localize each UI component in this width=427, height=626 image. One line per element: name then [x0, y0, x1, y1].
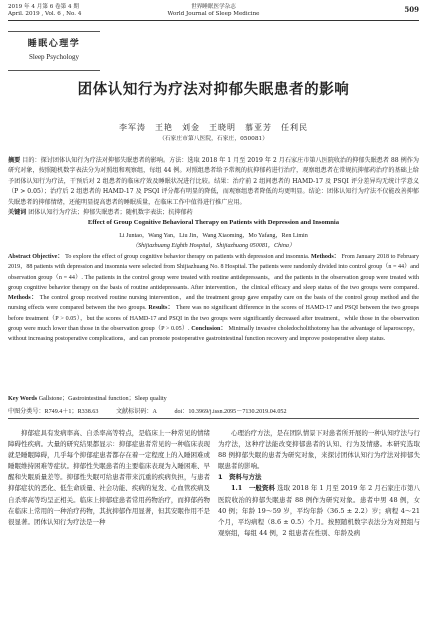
methods2-text: The control group received routine nursing intervention，and the treatment group gave empathy care on the basis of the control group method and the nursing effects were compared between the two groups.: [8, 295, 420, 312]
authors-cn: 李军涛 王艳 刘金 王晓明 慕亚芳 任利民: [119, 123, 308, 132]
journal-name-en: World Journal of Sleep Medicine: [167, 11, 260, 17]
abstract-cn-body: [8, 156, 419, 208]
issue-info-en: April. 2019 , Vol. 6 , No. 4: [8, 11, 82, 17]
affiliation-cn: （石家庄市第八医院，石家庄，050081）: [158, 136, 269, 142]
subsection-text: 选取 2018 年 1 月至 2019 年 2 月石家庄市第八医院收治的抑郁失眠患者 88 例作为研究对象。患者中男 48 例，女 40 例；年龄 19～59 岁，平均年龄（36.5 ± 2.2）岁；病程 4～21 个月，平均病程（8.6 ± 0.5）个月。按照随机数字表法分为对照组与观察组，每组 44 例，2 组患者在性别、年龄及病: [218, 484, 420, 537]
issue-info-cn: 2019 年 4 月第 6 卷第 4 期: [8, 4, 79, 10]
classification-line: [8, 406, 419, 415]
body-column-right: [218, 428, 420, 539]
abstract-cn-label: 摘要: [8, 157, 21, 164]
journal-name-cn: 世界睡眠医学杂志: [191, 4, 236, 10]
affiliation-en: （Shijiazhuang Eighth Hospital，Shijiazhuang 050081，China）: [131, 243, 296, 249]
section-heading: 1 资料与方法: [218, 473, 262, 482]
header-divider: [8, 20, 419, 21]
methods-text: From January 2018 to February 2019，88 patients with depression and insomnia were selected from Shijiazhuang No. 8 Hospital. The patients were randomly divided into control group（n = 44）and observation group（n = 44）. The patients in the control group were treated with routine antidepressants，and the patients in the observation group were treated with group cognitive behavior therapy on the basis of routine antidepressants. After intervention，the clinical efficacy and sleep status of the two groups were compared.: [8, 254, 420, 291]
methods2-label: Methods：: [8, 295, 38, 302]
objective-label: Objective：: [32, 254, 64, 260]
document-code: 文献标识码：A: [115, 409, 157, 415]
keywords-cn-label: 关键词: [8, 209, 27, 217]
methods-label: Methods：: [311, 254, 340, 260]
keywords-en-text: Gallstone；Gastrointestinal function；Sleep quality: [38, 396, 167, 402]
conclusion-text: Minimally invasive choledocholithotomy has the advantage of laparoscopy，without increasing postoperative complications，and can promote postoperative gastrointestinal function recovery and improve postoperative sleep status.: [8, 326, 419, 343]
subsection-heading: 1.1 一般资料: [231, 484, 275, 493]
clc-number: 中图分类号：R749.4＋1；R338.63: [8, 409, 99, 415]
objective-text: To explore the effect of group cognitive behavior therapy on patients with depression and insomnia.: [65, 254, 310, 260]
column-heading-en: Sleep Psychology: [29, 53, 79, 61]
journal-name: [8, 4, 419, 18]
abstract-cn-text: 目的：探讨团体认知行为疗法对抑郁失眠患者的影响。方法：选取 2018 年 1 月至 2019 年 2 月石家庄市第八医院收治的抑郁失眠患者 88 例作为研究对象，按照随机数字表法分为对照组和观察组，每组 44 例。对照组患者给予常规的抗抑郁药进行治疗，观察组患者在常规抗抑郁药治疗的基础上给予团体认知行为疗法，干预后对 2 组患者的临床疗效及睡眠状况进行比较。结果：治疗前 2 组间患者的 HAMD-17 及 PSQI 评分差异均无统计学意义（P > 0.05）；治疗后 2 组患者的 HAMD-17 及 PSQI 评分都有明显的降低，而观察组患者降低的均更明显。结论：团体认知行为疗法不仅能改善抑郁失眠患者的抑郁情绪，还能明显提高患者的睡眠质量，在临床工作中值得进行推广应用。: [8, 157, 419, 206]
abstract-en: [8, 252, 419, 345]
column-heading-cn: 睡眠心理学: [27, 39, 81, 49]
conclusion-label: Conclusion：: [191, 326, 227, 333]
results-text: There was no significant difference in the scores of HAMD-17 and PSQI between the two groups before treatment（P > 0.05），but the scores of HAMD-17 and PSQI in the two groups were significantly decreased after treatment，while those in the observation group were much lower than those in the observation group（P > 0.05）.: [8, 305, 419, 333]
article-title-cn: 团体认知行为疗法对抑郁失眠患者的影响: [77, 82, 350, 98]
authors-en: Li Juntao，Wang Yan，Liu Jin，Wang Xiaoming，Mo Yafang，Ren Limin: [119, 233, 308, 239]
keywords-cn-text: 团体认知行为疗法；抑郁失眠患者；随机数字表法；抗抑郁药: [28, 209, 193, 217]
keywords-cn: [8, 208, 419, 218]
abstract-en-label: Abstract: [8, 254, 31, 260]
body-paragraph: 心理治疗方法，是在团队情景下对患者所开展的一种认知疗法与行为疗法，这种疗法能改变抑郁患者的认知、行为及情感。本研究选取 88 例抑郁失眠的患者为研究对象，来探讨团体认知行为疗法对抑郁失眠患者的影响。: [218, 429, 420, 471]
body-paragraph: 抑郁症具有发病率高、自杀率高等特点，是临床上一种常见的情绪障碍性疾病。大量的研究结果都显示：抑郁症患者常见的一种临床表现就是睡眠障碍，几乎每个抑郁症患者都存在着一定程度上的入睡困难或睡眠维持困难等症状。抑郁性失眠患者的主要临床表现为入睡困难、早醒和失眠质量差等。抑郁性失眠可给患者带来沉重的疾病负担，与患者抑郁症状的恶化、低生命质量、社会功能、疾病的复发、心血管疾病及自杀率高等均呈正相关。临床上抑郁症患者常用药物治疗，而抑郁药物在临床上常用的一种治疗药物，其抗抑郁作用显著，但其安眠作用不是很显著。团体认知行为疗法是一种: [8, 429, 210, 526]
results-label: Results：: [148, 305, 175, 312]
keywords-en-label: Key Words: [8, 396, 38, 402]
body-divider: [8, 418, 419, 419]
abstract-cn: [8, 156, 419, 218]
article-title-en: Effect of Group Cognitive Behavioral Therapy on Patients with Depression and Insomnia: [87, 219, 340, 226]
body-column-left: [8, 428, 210, 528]
column-heading-box: [8, 31, 100, 71]
doi: doi：10.3969/j.issn.2095－7130.2019.04.052: [174, 409, 287, 415]
body-paragraph: [218, 483, 420, 538]
page-number: 509: [404, 5, 419, 14]
keywords-en: [8, 393, 419, 402]
